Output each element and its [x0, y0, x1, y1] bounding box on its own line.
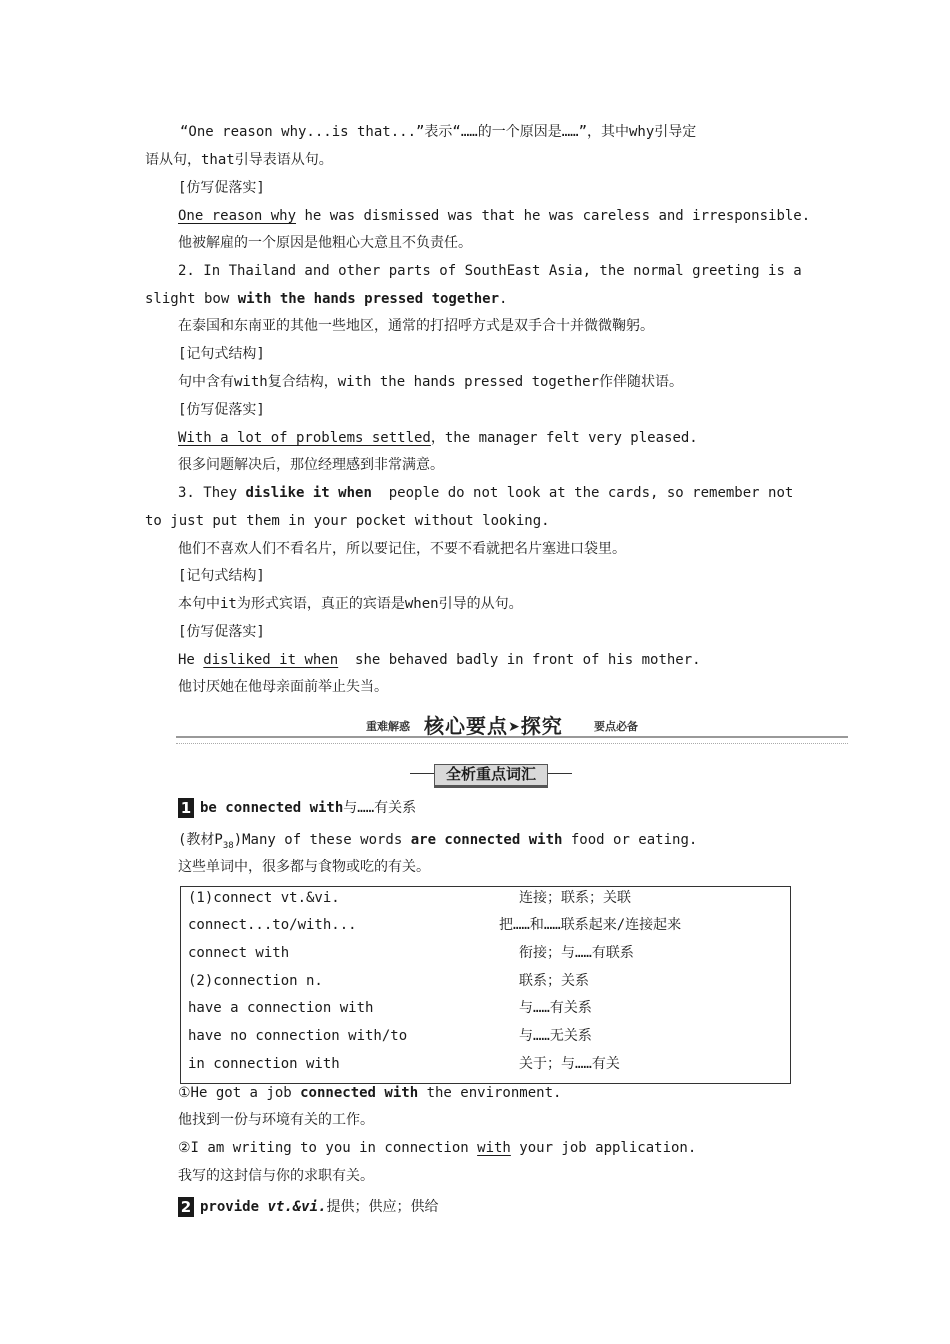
practice-heading-1: [仿写促落实] — [178, 180, 265, 196]
banner-title: 核心要点➤探究 — [424, 714, 563, 738]
example-item-2-translation: 我写的这封信与你的求职有关。 — [178, 1168, 374, 1184]
section-title — [410, 764, 572, 784]
table-row-en: have no connection with/to — [188, 1028, 408, 1044]
table-row-en: (2)connection n. — [188, 973, 323, 989]
sentence-3-line-1: 3. They dislike it when people do not look at the cards, so remember not — [178, 485, 794, 501]
item-number-badge: 1 — [178, 798, 194, 818]
example-sentence-1: One reason why he was dismissed was that he was careless and irresponsible. — [178, 208, 811, 224]
table-row-en: (1)connect vt.&vi. — [188, 890, 340, 906]
table-row-cn: 衔接；与……有联系 — [519, 945, 634, 961]
table-row-en: connect with — [188, 945, 290, 961]
table-row-cn: 把……和……联系起来/连接起来 — [499, 917, 682, 933]
textbook-source-sentence: (教材$P_{38})Many$ of these words are connected with food or eating. — [178, 832, 698, 851]
blank-answer: disliked it when — [203, 652, 339, 668]
table-row-en: connect...to/with... — [188, 917, 357, 933]
banner-right-label: 要点必备 — [594, 720, 638, 733]
section-banner — [176, 712, 848, 744]
arrow-circle-icon: ➤ — [508, 719, 521, 735]
sentence-2-line-1: 2. In Thailand and other parts of SouthEast Asia, the normal greeting is a — [178, 263, 802, 279]
table-row-en: have a connection with — [188, 1000, 374, 1016]
example-item-2: ②I am writing to you in connection with your job application. — [178, 1140, 697, 1156]
example-translation-2: 很多问题解决后，那位经理感到非常满意。 — [178, 457, 444, 473]
example-item-1: ①He got a job connected with the environment. — [178, 1085, 562, 1101]
table-row-cn: 关于；与……有关 — [519, 1056, 620, 1072]
sentence-3-translation: 他们不喜欢人们不看名片，所以要记住，不要不看就把名片塞进口袋里。 — [178, 541, 626, 557]
section-title-label: 全析重点词汇 — [434, 764, 548, 788]
structure-heading-2: [记句式结构] — [178, 346, 265, 362]
table-row-en: in connection with — [188, 1056, 340, 1072]
example-item-1-translation: 他找到一份与环境有关的工作。 — [178, 1112, 374, 1128]
structure-text-3: 本句中it为形式宾语，真正的宾语是when引导的从句。 — [178, 596, 523, 612]
table-row-cn: 连接；联系；关联 — [519, 890, 631, 906]
practice-heading-3: [仿写促落实] — [178, 624, 265, 640]
table-row-cn: 与……有关系 — [519, 1000, 592, 1016]
table-row-cn: 与……无关系 — [519, 1028, 592, 1044]
sentence-3-line-2: to just put them in your pocket without looking. — [145, 513, 550, 529]
structure-heading-3: [记句式结构] — [178, 568, 265, 584]
blank-answer: With a lot of problems settled — [178, 430, 431, 446]
vocab-item-1: 1 be connected with与……有关系 — [178, 798, 416, 818]
intro-line-2: 语从句，that引导表语从句。 — [145, 152, 333, 168]
table-row-cn: 联系；关系 — [519, 973, 589, 989]
intro-line-1: “One reason why...is that...”表示“……的一个原因是……”，其中why引导定 — [180, 124, 697, 140]
item-number-badge: 2 — [178, 1197, 194, 1217]
vocab-item-2: 2 provide vt.&vi.提供；供应；供给 — [178, 1197, 438, 1217]
blank-answer: One reason why — [178, 208, 297, 224]
structure-text-2: 句中含有with复合结构，with the hands pressed together作伴随状语。 — [178, 374, 684, 390]
example-sentence-3: He disliked it when she behaved badly in front of his mother. — [178, 652, 701, 668]
practice-heading-2: [仿写促落实] — [178, 402, 265, 418]
word-family-table — [180, 886, 791, 1084]
example-translation-3: 他讨厌她在他母亲面前举止失当。 — [178, 679, 388, 695]
banner-left-label: 重难解惑 — [366, 720, 410, 733]
sentence-2-translation: 在泰国和东南亚的其他一些地区，通常的打招呼方式是双手合十并微微鞠躬。 — [178, 318, 654, 334]
sentence-2-line-2: slight bow with the hands pressed together. — [145, 291, 508, 307]
example-sentence-2: With a lot of problems settled，the manager felt very pleased. — [178, 430, 698, 446]
textbook-source-translation: 这些单词中，很多都与食物或吃的有关。 — [178, 859, 430, 875]
blank-answer: with — [477, 1140, 511, 1156]
example-translation-1: 他被解雇的一个原因是他粗心大意且不负责任。 — [178, 235, 472, 251]
